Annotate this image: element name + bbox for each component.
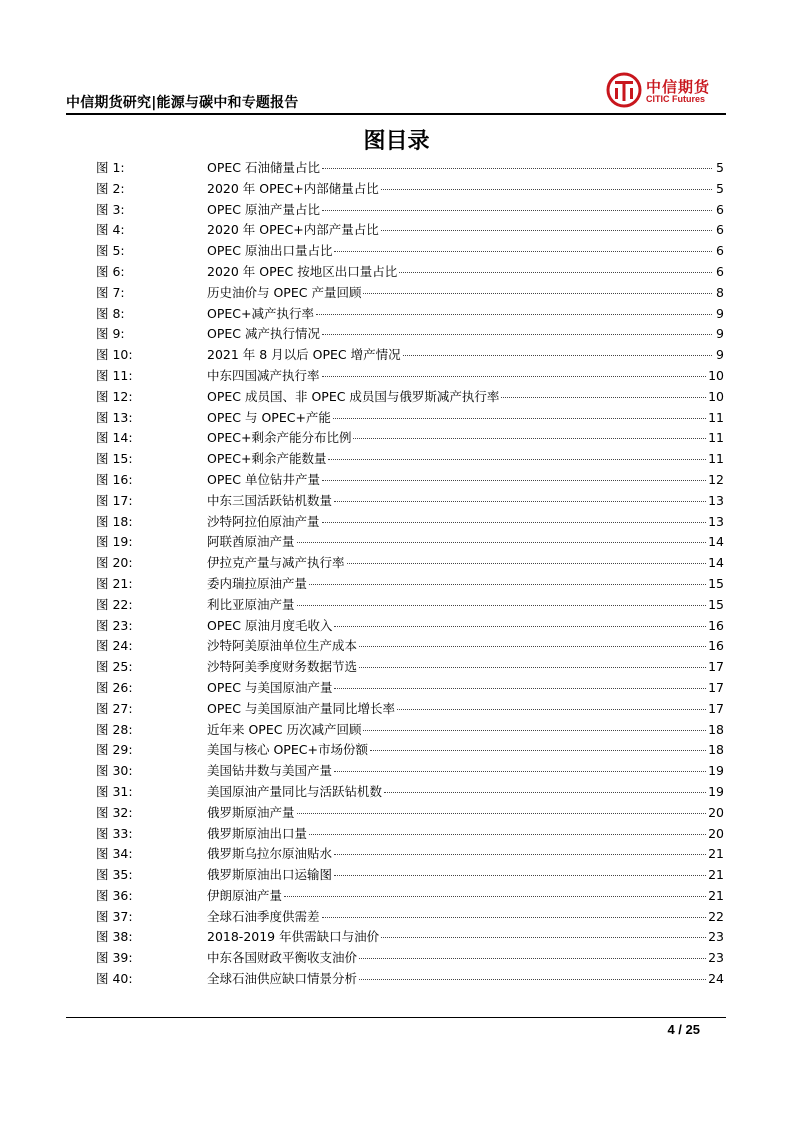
figure-title[interactable]: 全球石油季度供需差 — [207, 908, 320, 924]
figure-entry[interactable] — [96, 907, 724, 928]
figure-entry[interactable] — [96, 241, 724, 262]
figure-entry[interactable] — [96, 948, 724, 969]
figure-title[interactable]: 美国钻井数与美国产量 — [207, 763, 333, 779]
figure-title[interactable]: 利比亚原油产量 — [207, 596, 295, 612]
figure-number: 图 14: — [96, 430, 133, 446]
figure-title[interactable]: 俄罗斯乌拉尔原油贴水 — [207, 846, 333, 862]
figure-number: 图 2: — [96, 180, 125, 196]
figure-number: 图 29: — [96, 742, 133, 758]
figure-number: 图 19: — [96, 534, 133, 550]
figure-page-number[interactable]: 9 — [716, 305, 724, 321]
logo-english-name: CITIC Futures — [646, 94, 706, 104]
figure-number: 图 27: — [96, 700, 133, 716]
dot-leader — [359, 646, 706, 647]
figure-page-number[interactable]: 16 — [708, 617, 724, 633]
dot-leader — [297, 605, 707, 606]
figure-page-number[interactable]: 10 — [708, 388, 724, 404]
figure-number: 图 3: — [96, 201, 125, 217]
figure-entry[interactable] — [96, 449, 724, 470]
dot-leader — [397, 709, 706, 710]
figure-entry[interactable] — [96, 865, 724, 886]
dot-leader — [334, 251, 712, 252]
figure-entry[interactable] — [96, 720, 724, 741]
figure-entry[interactable] — [96, 158, 724, 179]
figure-title[interactable]: OPEC+剩余产能分布比例 — [207, 430, 352, 446]
figure-number: 图 18: — [96, 513, 133, 529]
figure-number: 图 38: — [96, 929, 133, 945]
figure-entry[interactable] — [96, 262, 724, 283]
dot-leader — [322, 210, 712, 211]
figure-number: 图 6: — [96, 263, 125, 279]
dot-leader — [322, 376, 707, 377]
dot-leader — [322, 480, 706, 481]
figure-page-number[interactable]: 13 — [708, 513, 724, 529]
figure-number: 图 8: — [96, 305, 125, 321]
figure-number: 图 12: — [96, 388, 133, 404]
dot-leader — [322, 917, 707, 918]
figure-page-number[interactable]: 15 — [708, 575, 724, 591]
figure-number: 图 11: — [96, 367, 133, 383]
figure-page-number[interactable]: 21 — [708, 867, 724, 883]
figure-title[interactable]: 历史油价与 OPEC 产量回顾 — [207, 284, 362, 300]
figure-title[interactable]: OPEC 原油月度毛收入 — [207, 617, 333, 633]
figure-page-number[interactable]: 6 — [716, 263, 724, 279]
figure-page-number[interactable]: 14 — [708, 534, 724, 550]
figure-title[interactable]: 委内瑞拉原油产量 — [207, 575, 308, 591]
figure-page-number[interactable]: 21 — [708, 846, 724, 862]
figure-number: 图 20: — [96, 555, 133, 571]
dot-leader — [322, 334, 712, 335]
dot-leader — [322, 168, 712, 169]
figure-entry[interactable] — [96, 657, 724, 678]
citic-futures-logo — [606, 72, 736, 112]
figure-entry[interactable] — [96, 366, 724, 387]
figure-entry[interactable] — [96, 408, 724, 429]
dot-leader — [363, 730, 706, 731]
figure-title[interactable]: 中东四国减产执行率 — [207, 367, 320, 383]
dot-leader — [359, 979, 706, 980]
figure-page-number[interactable]: 10 — [708, 367, 724, 383]
figure-title[interactable]: OPEC 与 OPEC+产能 — [207, 409, 331, 425]
figure-page-number[interactable]: 16 — [708, 638, 724, 654]
dot-leader — [328, 459, 706, 460]
figure-title[interactable]: 伊拉克产量与减产执行率 — [207, 555, 345, 571]
citic-logo-icon — [606, 72, 642, 108]
figure-page-number[interactable]: 14 — [708, 555, 724, 571]
figure-page-number[interactable]: 20 — [708, 825, 724, 841]
logo-chinese-name: 中信期货 — [646, 78, 711, 96]
figure-title[interactable]: OPEC 石油储量占比 — [207, 160, 320, 175]
dot-leader — [381, 230, 712, 231]
figure-page-number[interactable]: 13 — [708, 492, 724, 508]
dot-leader — [322, 522, 707, 523]
figure-number: 图 33: — [96, 825, 133, 841]
figure-entry[interactable] — [96, 595, 724, 616]
figure-page-number[interactable]: 18 — [708, 742, 724, 758]
figure-list — [96, 158, 724, 990]
figure-number: 图 36: — [96, 887, 133, 903]
figure-title[interactable]: 俄罗斯原油出口量 — [207, 825, 308, 841]
dot-leader — [333, 418, 706, 419]
figure-entry[interactable] — [96, 304, 724, 325]
figure-number: 图 15: — [96, 451, 133, 467]
page-title: 图目录 — [363, 129, 430, 154]
dot-leader — [316, 314, 712, 315]
figure-entry[interactable] — [96, 491, 724, 512]
dot-leader — [381, 189, 712, 190]
figure-title[interactable]: 2020 年 OPEC 按地区出口量占比 — [207, 263, 398, 279]
figure-entry[interactable] — [96, 844, 724, 865]
figure-page-number[interactable]: 11 — [708, 430, 724, 446]
figure-entry[interactable] — [96, 428, 724, 449]
figure-title[interactable]: 中东三国活跃钻机数量 — [207, 492, 333, 508]
figure-entry[interactable] — [96, 927, 724, 948]
dot-leader — [334, 854, 706, 855]
figure-entry[interactable] — [96, 678, 724, 699]
dot-leader — [334, 771, 706, 772]
figure-title[interactable]: OPEC 成员国、非 OPEC 成员国与俄罗斯减产执行率 — [207, 388, 500, 404]
dot-leader — [399, 272, 712, 273]
figure-page-number[interactable]: 5 — [716, 160, 724, 175]
figure-entry[interactable] — [96, 220, 724, 241]
figure-entry[interactable] — [96, 782, 724, 803]
figure-page-number[interactable]: 11 — [708, 409, 724, 425]
figure-number: 图 31: — [96, 783, 133, 799]
report-header-title: 中信期货研究|能源与碳中和专题报告 — [66, 95, 299, 111]
figure-page-number[interactable]: 17 — [708, 679, 724, 695]
figure-number: 图 1: — [96, 160, 125, 175]
figure-entry[interactable] — [96, 512, 724, 533]
figure-number: 图 17: — [96, 492, 133, 508]
figure-number: 图 5: — [96, 243, 125, 259]
figure-page-number[interactable]: 22 — [708, 908, 724, 924]
figure-title[interactable]: OPEC+剩余产能数量 — [207, 451, 327, 467]
figure-title[interactable]: 2020 年 OPEC+内部产量占比 — [207, 222, 379, 238]
figure-title[interactable]: 俄罗斯原油产量 — [207, 804, 295, 820]
figure-page-number[interactable]: 17 — [708, 659, 724, 675]
dot-leader — [363, 293, 712, 294]
footer-divider — [66, 1017, 726, 1018]
figure-page-number[interactable]: 6 — [716, 222, 724, 238]
dot-leader — [297, 813, 707, 814]
dot-leader — [381, 937, 706, 938]
figure-title[interactable]: 沙特阿拉伯原油产量 — [207, 513, 320, 529]
figure-entry[interactable] — [96, 324, 724, 345]
page-number: 4 / 25 — [667, 1022, 700, 1037]
figure-entry[interactable] — [96, 886, 724, 907]
header-divider — [66, 113, 726, 115]
dot-leader — [334, 688, 706, 689]
figure-number: 图 32: — [96, 804, 133, 820]
dot-leader — [297, 542, 707, 543]
figure-number: 图 24: — [96, 638, 133, 654]
dot-leader — [334, 626, 706, 627]
figure-title[interactable]: 全球石油供应缺口情景分析 — [207, 971, 358, 987]
figure-page-number[interactable]: 9 — [716, 326, 724, 342]
figure-number: 图 39: — [96, 950, 133, 966]
figure-number: 图 13: — [96, 409, 133, 425]
figure-page-number[interactable]: 21 — [708, 887, 724, 903]
figure-page-number[interactable]: 23 — [708, 929, 724, 945]
figure-entry[interactable] — [96, 616, 724, 637]
figure-title[interactable]: 2021 年 8 月以后 OPEC 增产情况 — [207, 347, 401, 363]
figure-entry[interactable] — [96, 470, 724, 491]
figure-page-number[interactable]: 6 — [716, 201, 724, 217]
figure-page-number[interactable]: 23 — [708, 950, 724, 966]
figure-page-number[interactable]: 11 — [708, 451, 724, 467]
figure-title[interactable]: OPEC 原油产量占比 — [207, 201, 320, 217]
dot-leader — [353, 438, 706, 439]
figure-page-number[interactable]: 8 — [716, 284, 724, 300]
figure-title[interactable]: 2020 年 OPEC+内部储量占比 — [207, 180, 379, 196]
figure-page-number[interactable]: 15 — [708, 596, 724, 612]
figure-page-number[interactable]: 19 — [708, 763, 724, 779]
figure-title[interactable]: 2018-2019 年供需缺口与油价 — [207, 929, 380, 945]
figure-page-number[interactable]: 6 — [716, 243, 724, 259]
figure-title[interactable]: 美国原油产量同比与活跃钻机数 — [207, 783, 383, 799]
figure-title[interactable]: OPEC 与美国原油产量同比增长率 — [207, 700, 395, 716]
figure-title[interactable]: OPEC 与美国原油产量 — [207, 679, 333, 695]
dot-leader — [403, 355, 712, 356]
figure-entry[interactable] — [96, 283, 724, 304]
figure-entry[interactable] — [96, 636, 724, 657]
figure-number: 图 22: — [96, 596, 133, 612]
figure-number: 图 34: — [96, 846, 133, 862]
figure-page-number[interactable]: 19 — [708, 783, 724, 799]
figure-number: 图 35: — [96, 867, 133, 883]
figure-entry[interactable] — [96, 824, 724, 845]
figure-entry[interactable] — [96, 387, 724, 408]
figure-number: 图 10: — [96, 347, 133, 363]
dot-leader — [334, 501, 706, 502]
dot-leader — [501, 397, 706, 398]
figure-title[interactable]: 中东各国财政平衡收支油价 — [207, 950, 358, 966]
figure-title[interactable]: 沙特阿美季度财务数据节选 — [207, 659, 358, 675]
figure-number: 图 4: — [96, 222, 125, 238]
dot-leader — [309, 584, 706, 585]
dot-leader — [359, 958, 706, 959]
figure-title[interactable]: 沙特阿美原油单位生产成本 — [207, 638, 358, 654]
figure-page-number[interactable]: 24 — [708, 971, 724, 987]
figure-entry[interactable] — [96, 803, 724, 824]
figure-entry[interactable] — [96, 761, 724, 782]
figure-number: 图 28: — [96, 721, 133, 737]
dot-leader — [384, 792, 706, 793]
figure-title[interactable]: 俄罗斯原油出口运输图 — [207, 867, 333, 883]
dot-leader — [309, 834, 706, 835]
figure-page-number[interactable]: 9 — [716, 347, 724, 363]
figure-number: 图 7: — [96, 284, 125, 300]
figure-title[interactable]: 近年来 OPEC 历次减产回顾 — [207, 721, 362, 737]
figure-page-number[interactable]: 5 — [716, 180, 724, 196]
figure-title[interactable]: OPEC+减产执行率 — [207, 305, 314, 321]
figure-page-number[interactable]: 18 — [708, 721, 724, 737]
figure-number: 图 9: — [96, 326, 125, 342]
figure-entry[interactable] — [96, 179, 724, 200]
figure-number: 图 37: — [96, 908, 133, 924]
figure-title[interactable]: 美国与核心 OPEC+市场份额 — [207, 742, 368, 758]
figure-number: 图 16: — [96, 471, 133, 487]
figure-number: 图 30: — [96, 763, 133, 779]
figure-title[interactable]: OPEC 单位钻井产量 — [207, 471, 320, 487]
figure-entry[interactable] — [96, 740, 724, 761]
figure-number: 图 40: — [96, 971, 133, 987]
figure-entry[interactable] — [96, 200, 724, 221]
figure-title[interactable]: 阿联酋原油产量 — [207, 534, 295, 550]
figure-title[interactable]: 伊朗原油产量 — [207, 887, 283, 903]
figure-number: 图 21: — [96, 575, 133, 591]
figure-entry[interactable] — [96, 553, 724, 574]
figure-number: 图 23: — [96, 617, 133, 633]
figure-entry[interactable] — [96, 969, 724, 990]
dot-leader — [370, 750, 706, 751]
figure-title[interactable]: OPEC 减产执行情况 — [207, 326, 320, 342]
figure-page-number[interactable]: 20 — [708, 804, 724, 820]
figure-page-number[interactable]: 17 — [708, 700, 724, 716]
figure-number: 图 26: — [96, 679, 133, 695]
figure-entry[interactable] — [96, 532, 724, 553]
dot-leader — [359, 667, 706, 668]
dot-leader — [347, 563, 707, 564]
figure-title[interactable]: OPEC 原油出口量占比 — [207, 243, 333, 259]
dot-leader — [284, 896, 706, 897]
dot-leader — [334, 875, 706, 876]
figure-entry[interactable] — [96, 699, 724, 720]
figure-number: 图 25: — [96, 659, 133, 675]
figure-entry[interactable] — [96, 345, 724, 366]
figure-entry[interactable] — [96, 574, 724, 595]
figure-page-number[interactable]: 12 — [708, 471, 724, 487]
